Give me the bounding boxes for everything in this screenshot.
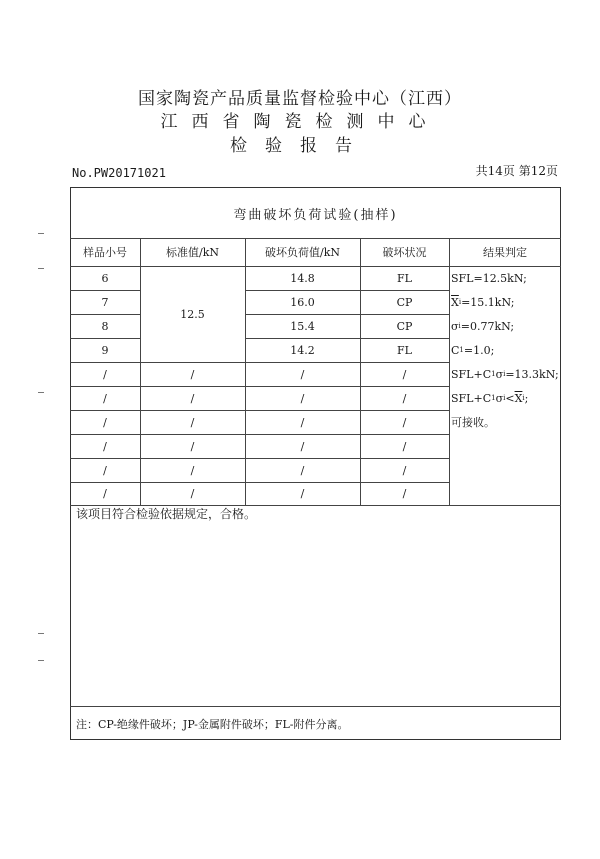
comparison-mean-subscript: i [522, 394, 525, 402]
comparison-sigma-subscript: i [503, 394, 506, 402]
comparison-sigma: σ [495, 391, 504, 405]
threshold-sfl: SFL+C [451, 367, 492, 381]
judgement-result: 可接收。 [451, 416, 495, 429]
sample-no-cell: / [103, 487, 107, 500]
failure-status-cell: FL [397, 343, 412, 357]
judgement-c1 [451, 338, 561, 362]
margin-mark [38, 392, 44, 393]
standard-value-cell: / [190, 463, 195, 477]
comparison-operator: < [505, 391, 515, 405]
page-info: 共14页 第12页 [475, 164, 558, 178]
failure-load-cell: / [300, 367, 305, 381]
sigma-value: =0.77kN; [460, 319, 515, 333]
threshold-sigma: σ [495, 367, 504, 381]
mean-value: =15.1kN; [461, 295, 515, 309]
failure-load-cell: / [300, 463, 305, 477]
column-header-sample-no: 样品小号 [83, 246, 127, 259]
failure-load-cell: / [300, 439, 305, 453]
standard-value-cell: / [190, 439, 195, 453]
failure-status-cell: CP [396, 295, 413, 309]
report-title: 检验报告 [230, 136, 370, 156]
standard-value-cell: / [190, 367, 195, 381]
column-header-failure-status: 破坏状况 [382, 246, 427, 259]
sample-no-cell: 9 [101, 343, 109, 357]
failure-status-cell: CP [396, 319, 413, 333]
sample-no-cell: / [103, 439, 107, 453]
threshold-sigma-subscript: i [503, 370, 506, 378]
failure-status-cell: FL [397, 271, 412, 285]
margin-mark [38, 233, 44, 234]
judgement-sfl: SFL=12.5kN; [451, 271, 527, 285]
failure-load-cell: 15.4 [290, 319, 315, 333]
standard-value-cell: 12.5 [180, 307, 205, 321]
threshold-value: =13.3kN; [505, 367, 559, 381]
judgement-sigma [451, 314, 561, 338]
judgement-mean [451, 290, 561, 314]
mean-subscript: i [458, 298, 462, 306]
report-number: No.PW20171021 [72, 166, 166, 180]
margin-mark [38, 660, 44, 661]
sigma-subscript: i [458, 322, 461, 330]
judgement-comparison [451, 386, 561, 410]
c-symbol: C [451, 343, 460, 357]
standard-value-cell: / [190, 391, 195, 405]
column-header-judgement: 结果判定 [483, 246, 527, 259]
failure-status-cell: / [402, 487, 407, 500]
failure-status-cell: / [402, 391, 407, 405]
standard-value-cell: / [190, 487, 195, 500]
failure-load-cell: 14.8 [290, 271, 315, 285]
conclusion-text: 该项目符合检验依据规定，合格。 [76, 507, 257, 521]
sample-no-cell: 8 [101, 319, 109, 333]
center-title: 江西省陶瓷检测中心 [160, 112, 440, 132]
section-title: 弯曲破坏负荷试验(抽样) [233, 207, 398, 223]
failure-load-cell: 16.0 [290, 295, 315, 309]
table-rule [449, 238, 450, 505]
margin-mark [38, 633, 44, 634]
footnote: 注：CP-绝缘件破坏；JP-金属附件破坏；FL-附件分离。 [76, 718, 349, 731]
failure-load-cell: / [300, 487, 305, 500]
threshold-c-subscript: 1 [491, 370, 496, 378]
margin-mark [38, 268, 44, 269]
c-value: =1.0; [463, 343, 495, 357]
mean-symbol: $\overline{X}$ [451, 295, 459, 309]
c-subscript: 1 [459, 346, 464, 354]
failure-status-cell: / [402, 439, 407, 453]
standard-value-cell: / [190, 415, 195, 429]
sample-no-cell: / [103, 391, 107, 405]
failure-status-cell: / [402, 415, 407, 429]
judgement-threshold [451, 362, 561, 386]
comparison-end: ; [524, 391, 529, 405]
column-header-standard-value: 标准值/kN [166, 246, 219, 259]
sample-no-cell: 6 [101, 271, 109, 285]
sigma-symbol: σ [451, 319, 459, 333]
sample-no-cell: 7 [101, 295, 109, 309]
comparison-sfl: SFL+C [451, 391, 492, 405]
sample-no-cell: / [103, 463, 107, 477]
failure-status-cell: / [402, 463, 407, 477]
failure-load-cell: 14.2 [290, 343, 315, 357]
sample-no-cell: / [103, 367, 107, 381]
comparison-mean-symbol: $\overline{X}$ [514, 391, 523, 405]
failure-load-cell: / [300, 391, 305, 405]
column-header-failure-load: 破坏负荷值/kN [265, 246, 340, 259]
sample-no-cell: / [103, 415, 107, 429]
table-rule [70, 706, 561, 707]
failure-load-cell: / [300, 415, 305, 429]
failure-status-cell: / [402, 367, 407, 381]
institution-title: 国家陶瓷产品质量监督检验中心（江西） [138, 89, 462, 109]
comparison-c-subscript: 1 [491, 394, 496, 402]
